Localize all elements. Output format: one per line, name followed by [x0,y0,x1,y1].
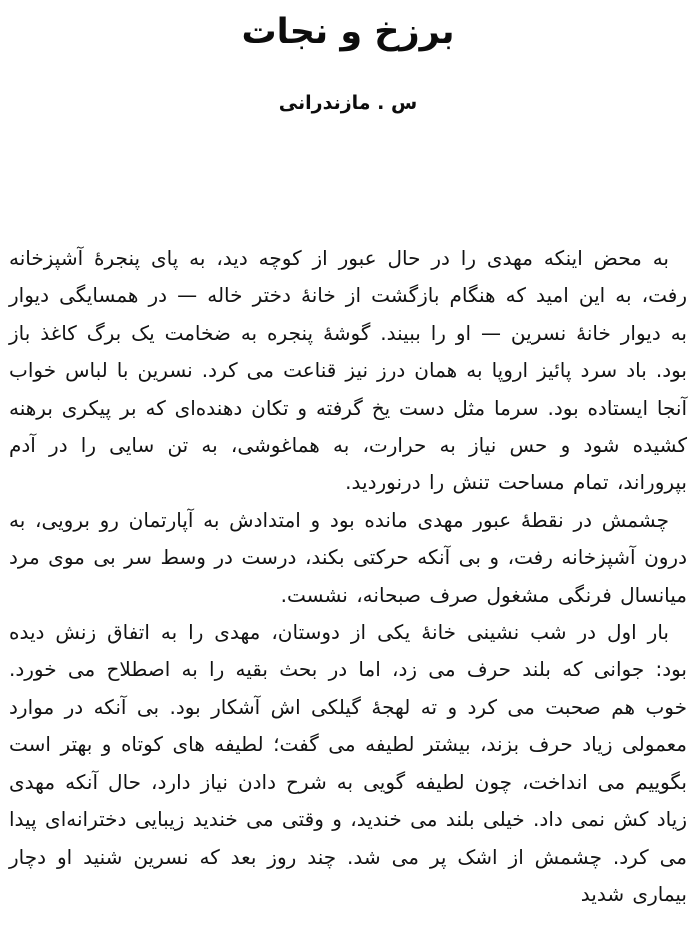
author-name: س . مازندرانی [278,92,418,114]
page-title: برزخ و نجات [241,12,455,52]
paragraph-2: چشمش در نقطهٔ عبور مهدی مانده بود و امتدادش به آپارتمان رو برویی، به درون آشپزخانه رفت، و بی آنکه حرکتی بکند، درست در وسط سر بی موی مرد میانسال فرنگی مشغول صرف صبحانه، نشست. [9,507,687,607]
paragraph-1: به محض اینکه مهدی را در حال عبور از کوچه دید، به پای پنجرهٔ آشپزخانه رفت، به این امید که هنگام بازگشت از خانهٔ دختر خاله — در همسایگی دیوار به دیوار خانهٔ نسرین — او را ببیند. گوشهٔ پنجره به ضخامت یک برگ کاغذ باز بود. باد سرد پائیز اروپا به همان درز نیز قناعت می کرد. نسرین با لباس خواب آنجا ایستاده بود. سرما مثل دست یخ گرفته و تکان دهنده‌ای که بر پیکری برهنه کشیده شود و حس نیاز به حرارت، به هماغوشی، به تن سایی را در آدم بپروراند، تمام مساحت تنش را درنوردید. [9,246,687,495]
story-text [9,240,687,913]
paragraph-3: بار اول در شب نشینی خانهٔ یکی از دوستان، مهدی را به اتفاق زنش دیده بود: جوانی که بلند حرف می زد، اما در بحث بقیه را به اصطلاح می خورد. خوب هم صحبت می کرد و ته لهجهٔ گیلکی اش آشکار بود. بی آنکه در موارد معمولی زیاد حرف بزند، بیشتر لطیفه می گفت؛ لطیفه های کوتاه و بهتر است بگوییم می انداخت، چون لطیفه گویی به شرح دادن نیاز دارد، حال آنکه مهدی زیاد کش نمی داد. خیلی بلند می خندید، و وقتی می خندید زیبایی دخترانه‌ای پیدا می کرد. چشمش از اشک پر می شد. چند روز بعد که نسرین شنید او دچار بیماری شدید [9,620,687,906]
